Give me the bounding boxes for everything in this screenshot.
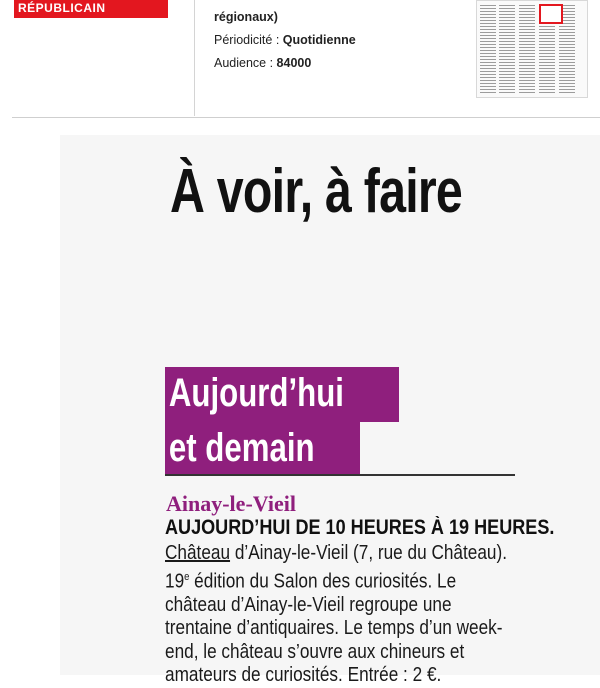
body-line: trentaine d’antiquaires. Le temps d’un week- [165, 617, 503, 640]
banner-line-1: Aujourd’hui [168, 371, 344, 415]
periodicity-row [214, 33, 356, 47]
banner-line-2: et demain [168, 426, 315, 470]
section-title: À voir, à faire [170, 157, 463, 226]
body-line: end, le château s’ouvre aux chineurs et [165, 640, 465, 663]
header-vertical-divider [194, 0, 195, 116]
thumbnail-column [519, 3, 535, 93]
logo-line-2: RÉPUBLICAIN [18, 1, 106, 15]
audience-row [214, 56, 311, 70]
category-tail: régionaux) [214, 10, 278, 24]
town-heading: Ainay-le-Vieil [166, 491, 296, 516]
page-thumbnail[interactable] [476, 0, 588, 98]
periodicity-label: Périodicité : [214, 33, 283, 47]
venue-link[interactable]: Château [165, 542, 231, 564]
event-hours: AUJOURD’HUI DE 10 HEURES À 19 HEURES. [165, 516, 555, 539]
body-line: amateurs de curiosités. Entrée : 2 €. [165, 664, 442, 687]
body-line: Château d’Ainay-le-Vieil (7, rue du Château). [165, 542, 507, 564]
audience-value: 84000 [276, 56, 312, 70]
header-horizontal-divider [12, 117, 600, 118]
periodicity-value: Quotidienne [282, 33, 356, 47]
thumbnail-highlight [539, 4, 563, 24]
article-body [165, 542, 518, 688]
newspaper-logo [14, 0, 168, 18]
section-rule [165, 474, 515, 476]
thumbnail-column [480, 3, 496, 93]
body-line: 19e édition du Salon des curiosités. Le [165, 570, 457, 593]
thumbnail-column [499, 3, 515, 93]
audience-label: Audience : [214, 56, 277, 70]
body-line: château d’Ainay-le-Vieil regroupe une [165, 593, 452, 616]
